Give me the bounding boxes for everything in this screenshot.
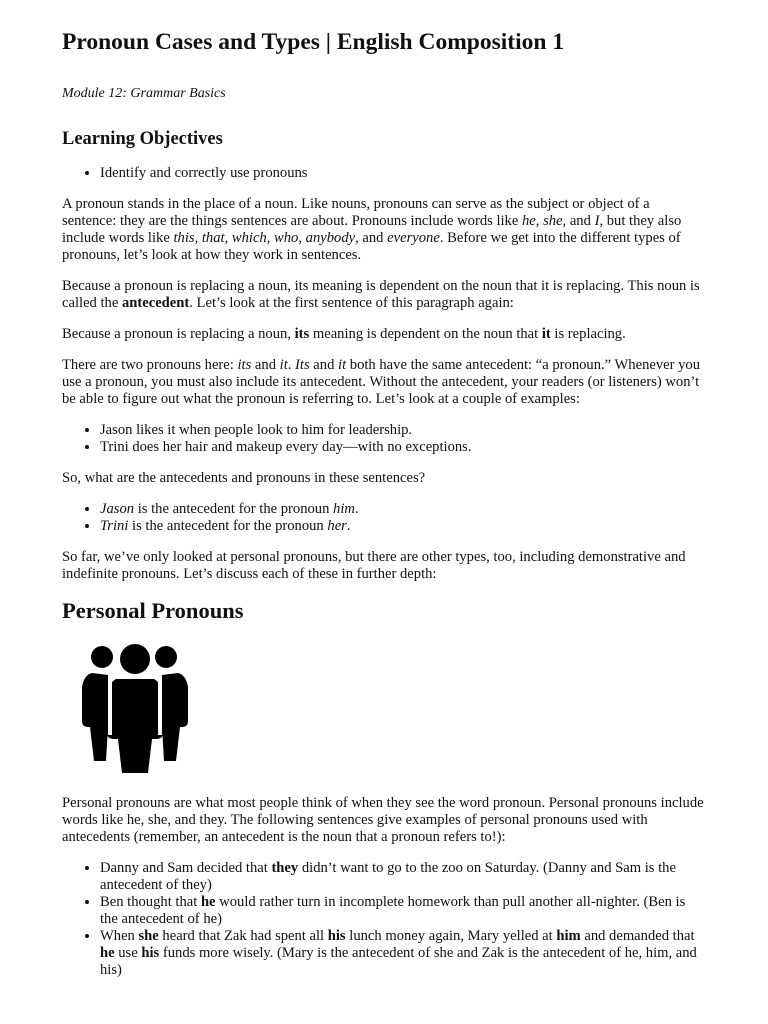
list-item: • Ben thought that he would rather turn in incomplete homework than pull another all-nighter. (Ben is the antecedent of he): [100, 894, 706, 928]
list-item: • When she heard that Zak had spent all his lunch money again, Mary yelled at him and demanded that he use his funds more wisely. (Mary is the antecedent of she and Zak is the antecedent of he, him, and his): [100, 928, 706, 979]
personal-pronouns-paragraph: Personal pronouns are what most people think of when they see the word pronoun. Personal pronouns include words like he, she, and they. The following sentences give examples of personal pronouns used with antecedents (remember, an antecedent is the noun that a pronoun refers to!):: [62, 795, 704, 845]
transition-paragraph: So far, we’ve only looked at personal pronouns, but there are other types, too, including demonstrative and indefinite pronouns. Let’s discuss each of these in further depth:: [62, 549, 686, 582]
list-item: • Jason is the antecedent for the pronoun him.: [100, 501, 706, 518]
objectives-heading: Learning Objectives: [62, 129, 223, 149]
list-item: • Jason likes it when people look to him for leadership.: [100, 422, 706, 439]
explanation-paragraph: There are two pronouns here: its and it. Its and it both have the same antecedent: “a pronoun.” Whenever you use a pronoun, you must also include its antecedent. Without the antecedent, your readers (or listeners) won’t be able to figure out what the pronoun is referring to. Let’s look at a couple of examples:: [62, 357, 701, 407]
article-body: [62, 128, 706, 993]
page-title: Pronoun Cases and Types | English Composition 1: [62, 29, 565, 55]
group-of-people-icon: [80, 643, 206, 775]
personal-pronouns-heading: Personal Pronouns: [62, 598, 244, 623]
intro-paragraph: A pronoun stands in the place of a noun. Like nouns, pronouns can serve as the subject or object of a sentence: they are the things sentences are about. Pronouns include words like he, she, and I, but they also include words like this, that, which, who, anybody, and everyone. Before we get into the different types of pronouns, let’s look at how they work in sentences.: [62, 196, 682, 263]
list-item: • Identify and correctly use pronouns: [100, 165, 706, 182]
question-paragraph: So, what are the antecedents and pronouns in these sentences?: [62, 470, 426, 486]
answers-list: [62, 501, 706, 535]
objectives-list: [62, 165, 706, 182]
list-item: • Trini is the antecedent for the pronoun her.: [100, 518, 706, 535]
examples-list: [62, 422, 706, 456]
list-item: • Danny and Sam decided that they didn’t want to go to the zoo on Saturday. (Danny and Sam is the antecedent of they): [100, 860, 706, 894]
antecedent-paragraph: Because a pronoun is replacing a noun, its meaning is dependent on the noun that it is replacing. This noun is called the antecedent. Let’s look at the first sentence of this paragraph again:: [62, 278, 700, 311]
list-item: • Trini does her hair and makeup every day—with no exceptions.: [100, 439, 706, 456]
module-label: Module 12: Grammar Basics: [62, 86, 226, 101]
example-sentence: Because a pronoun is replacing a noun, its meaning is dependent on the noun that it is replacing.: [62, 326, 626, 342]
personal-examples-list: [62, 860, 706, 979]
